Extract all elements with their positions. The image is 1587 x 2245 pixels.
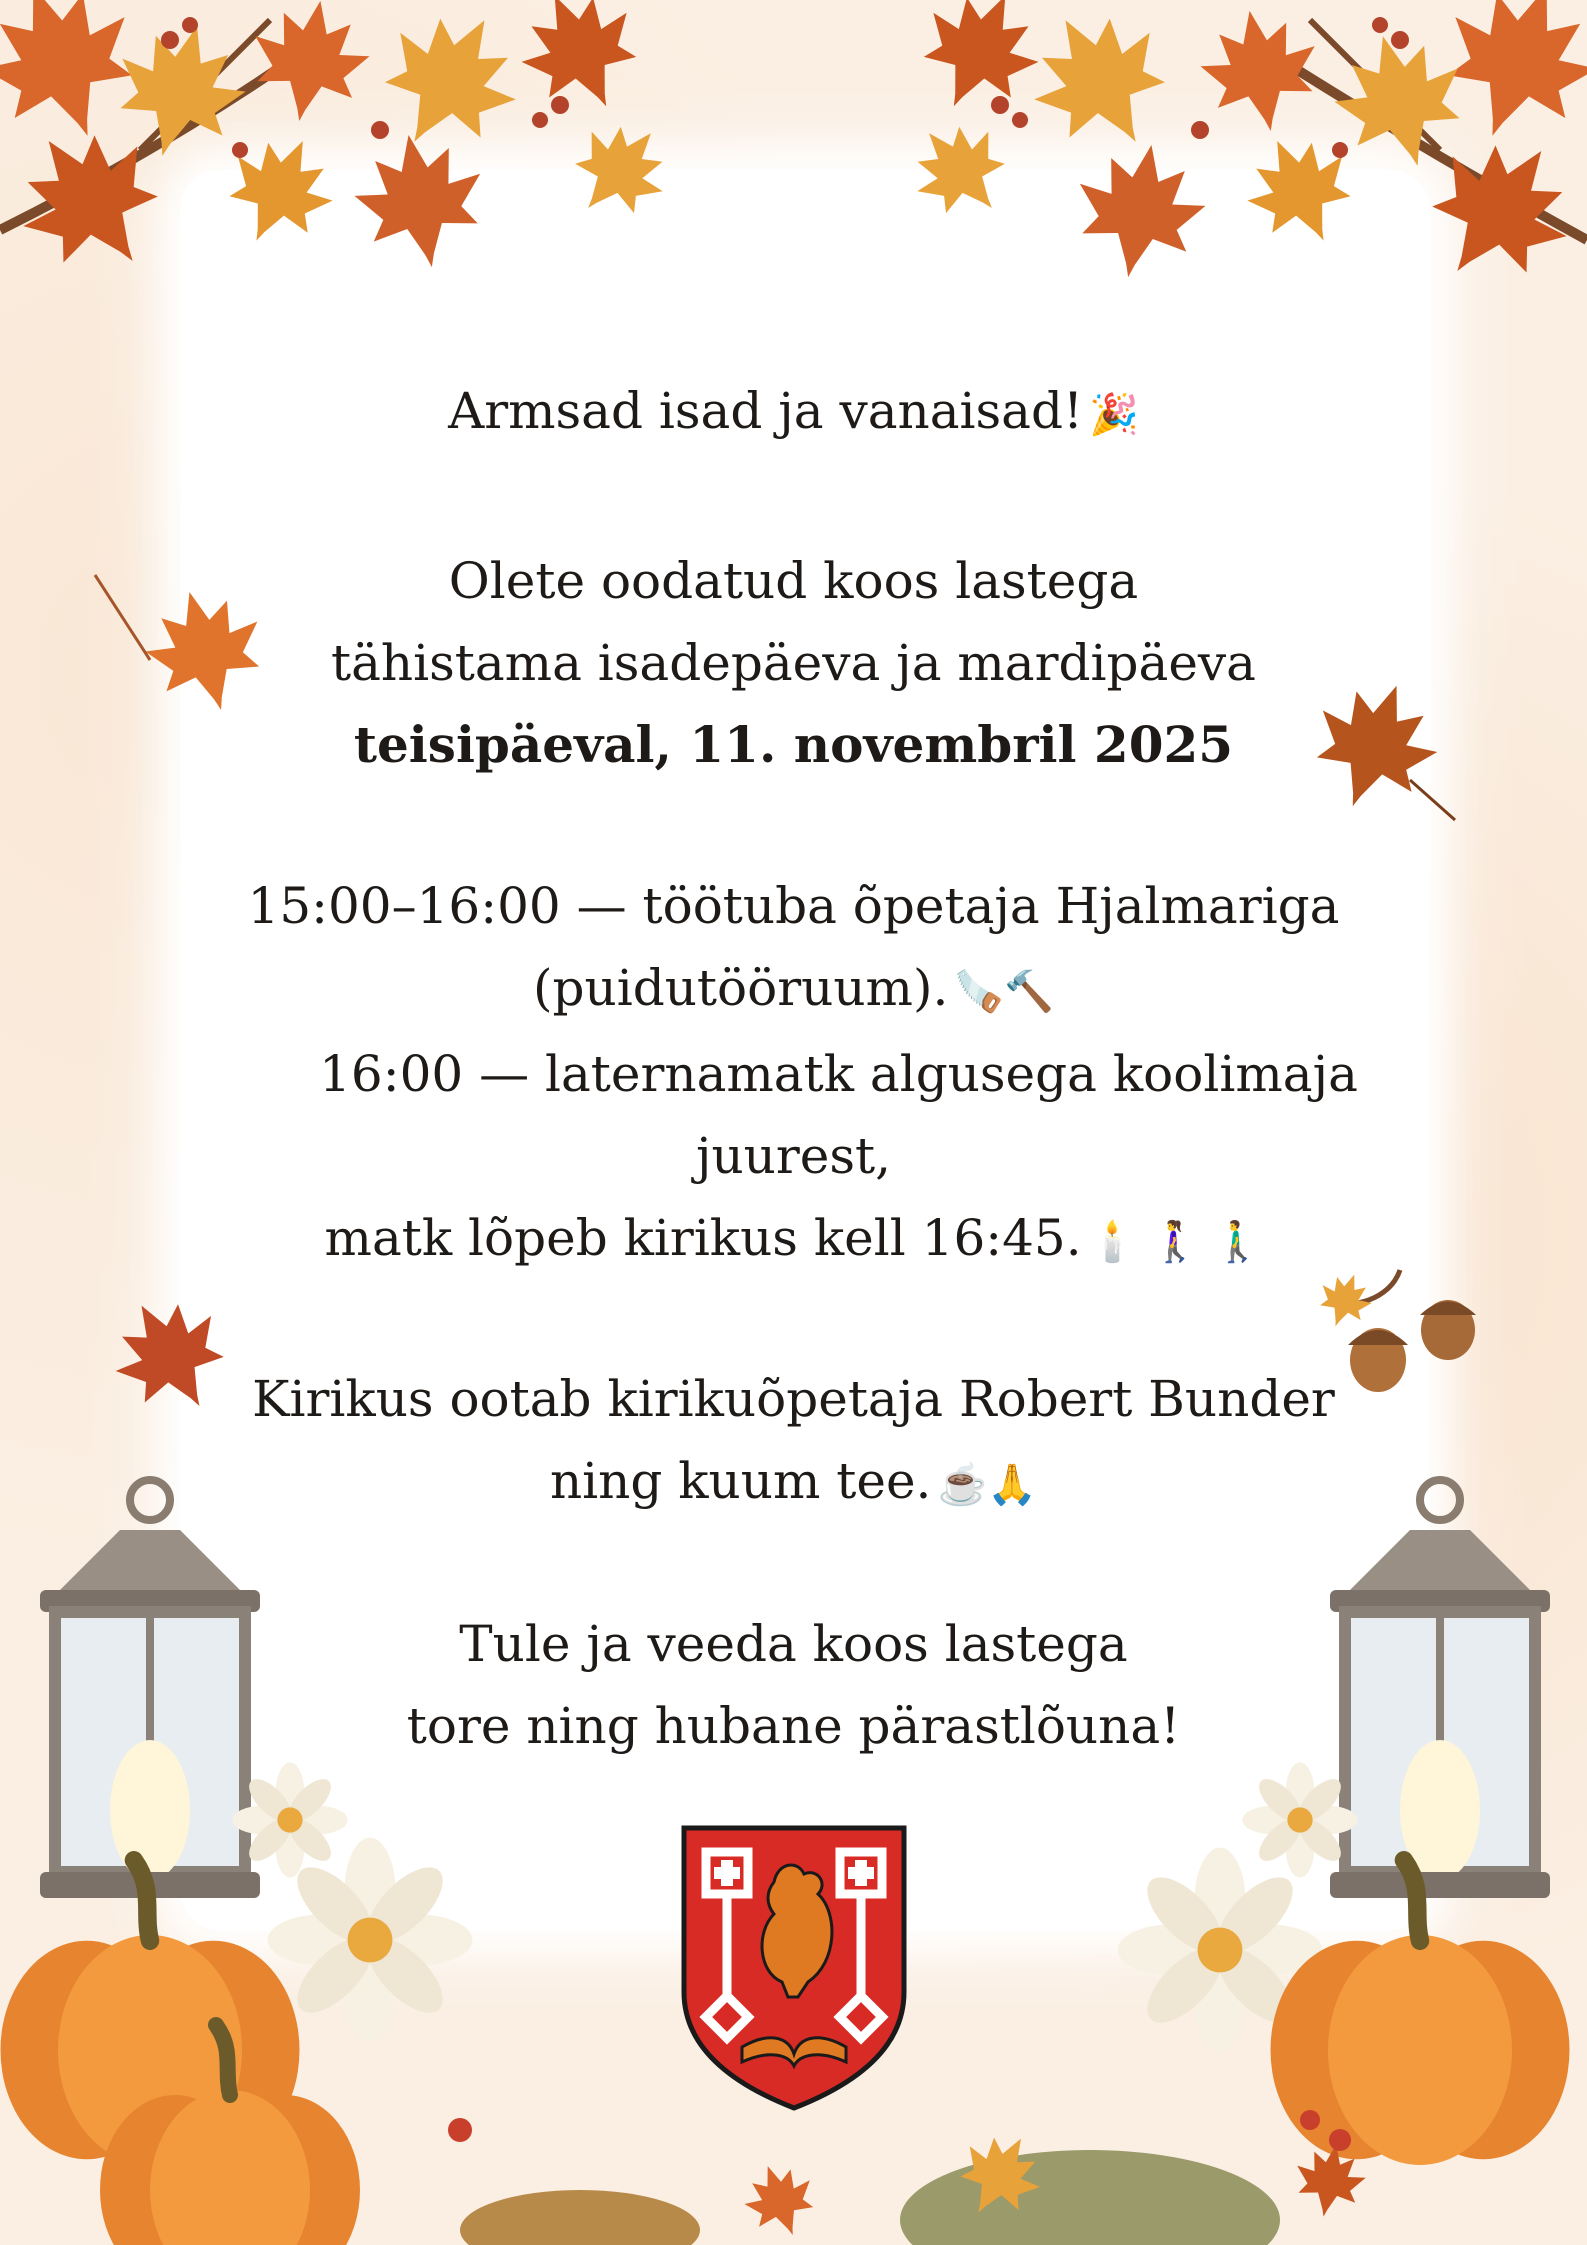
- greeting-line: [0, 370, 1587, 456]
- foliage: [448, 2110, 1371, 2245]
- workshop-line-1: 15:00–16:00 — töötuba õpetaja Hjalmariga: [247, 877, 1340, 935]
- party-popper-icon: 🎉: [1089, 392, 1139, 438]
- walk-line-2: juurest,: [695, 1127, 892, 1185]
- saw-hammer-icon: 🪚🔨: [954, 969, 1054, 1015]
- hot-tea-text: ning kuum tee.: [549, 1452, 932, 1510]
- top-right-branch: [894, 0, 1587, 311]
- workshop-location: (puidutööruum).: [533, 959, 949, 1017]
- walk-end: matk lõpeb kirikus kell 16:45.: [324, 1209, 1082, 1267]
- closing: [0, 1603, 1587, 1767]
- walk-line-3: [0, 1197, 1587, 1283]
- candle-walking-icon: 🕯️ 🚶‍♀️ 🚶‍♂️: [1087, 1219, 1263, 1265]
- church-line-2: [0, 1440, 1587, 1526]
- invitation-line-2: tähistama isadepäeva ja mardipäeva: [331, 634, 1256, 692]
- walk-line-1: 16:00 — laternamatk algusega koolimaja: [319, 1045, 1358, 1103]
- church-line-1: Kirikus ootab kirikuõpetaja Robert Bunder: [252, 1370, 1335, 1428]
- tea-pray-icon: ☕🙏: [937, 1462, 1038, 1508]
- invitation-line-1: Olete oodatud koos lastega: [448, 552, 1139, 610]
- greeting: [0, 370, 1587, 456]
- workshop-line-2: [0, 947, 1587, 1033]
- closing-line-1: Tule ja veeda koos lastega: [459, 1615, 1128, 1673]
- greeting-text: Armsad isad ja vanaisad!: [448, 382, 1084, 440]
- church-info: [0, 1358, 1587, 1526]
- maple-leaf-icon: [0, 0, 686, 301]
- maple-leaf-icon: [894, 0, 1587, 311]
- event-date: teisipäeval, 11. novembril 2025: [353, 715, 1234, 774]
- closing-line-2: tore ning hubane pärastlõuna!: [406, 1697, 1181, 1755]
- top-left-branch: [0, 0, 686, 301]
- schedule: [0, 865, 1587, 1283]
- coat-of-arms-icon: [678, 1822, 910, 2112]
- invitation: [0, 540, 1587, 786]
